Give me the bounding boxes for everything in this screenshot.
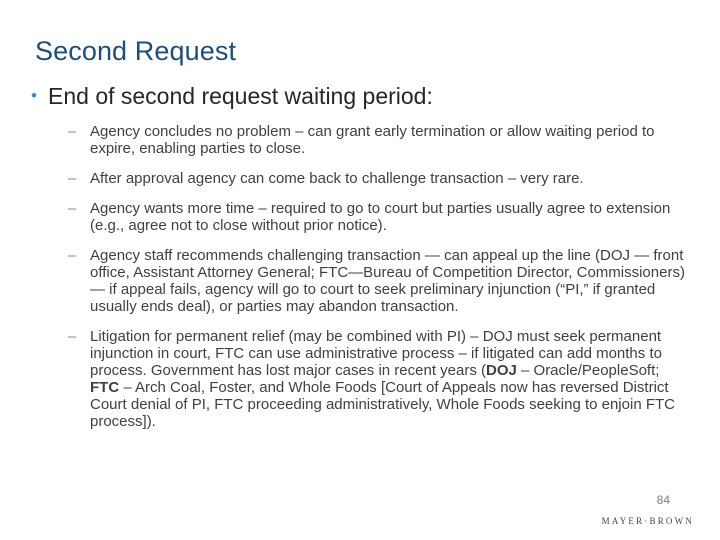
sub-bullet-item (68, 328, 688, 430)
text-segment: – Arch Coal, Foster, and Whole Foods [Court of Appeals now has reversed District Court denial of PI, FTC proceeding administratively, Whole Foods seeking to enjoin FTC process]). (90, 379, 675, 430)
text-segment: Agency concludes no problem – can grant early termination or allow waiting period to expire, enabling parties to close. (90, 123, 655, 157)
sub-bullet-text (90, 247, 685, 315)
slide-title: Second Request (35, 36, 237, 66)
sub-bullet-item (68, 123, 688, 157)
dash-icon: – (68, 328, 77, 345)
sub-bullet-item (68, 247, 688, 315)
main-bullet (31, 83, 701, 110)
text-segment: After approval agency can come back to challenge transaction – very rare. (90, 170, 584, 187)
bullet-icon: • (31, 86, 37, 105)
text-segment: Agency staff recommends challenging transaction — can appeal up the line (DOJ — front office, Assistant Attorney General; FTC—Bureau of Competition Director, Commissioners) — if appeal fails, agency will go to court to seek preliminary injunction (“PI,” if granted usually ends deal), or parties may abandon transaction. (90, 247, 685, 315)
sub-bullet-text (90, 170, 584, 187)
dash-icon: – (68, 170, 77, 187)
bold-text-segment: DOJ (486, 362, 517, 379)
dash-icon: – (68, 247, 77, 264)
page-number: 84 (656, 493, 670, 507)
main-bullet-text: End of second request waiting period: (48, 83, 433, 109)
sub-bullet-item (68, 200, 688, 234)
text-segment: – Oracle/PeopleSoft; (516, 362, 660, 379)
mayer-brown-logo: MAYER·BROWN (601, 516, 694, 526)
sub-bullet-text (90, 123, 654, 157)
text-segment: Agency wants more time – required to go to court but parties usually agree to extension (e.g., agree not to close without prior notice). (90, 200, 671, 234)
sub-bullet-item (68, 170, 688, 187)
bold-text-segment: FTC (90, 379, 120, 396)
dash-icon: – (68, 200, 77, 217)
text-segment: Litigation for permanent relief (may be combined with PI) – DOJ must seek permanent injunction in court, FTC can use administrative process – if litigated can add months to process. Government has lost major cases in recent years ( (90, 328, 662, 379)
sub-bullet-text (90, 328, 675, 430)
sub-bullet-text (90, 200, 670, 234)
sub-bullet-list (68, 123, 688, 443)
dash-icon: – (68, 123, 77, 140)
